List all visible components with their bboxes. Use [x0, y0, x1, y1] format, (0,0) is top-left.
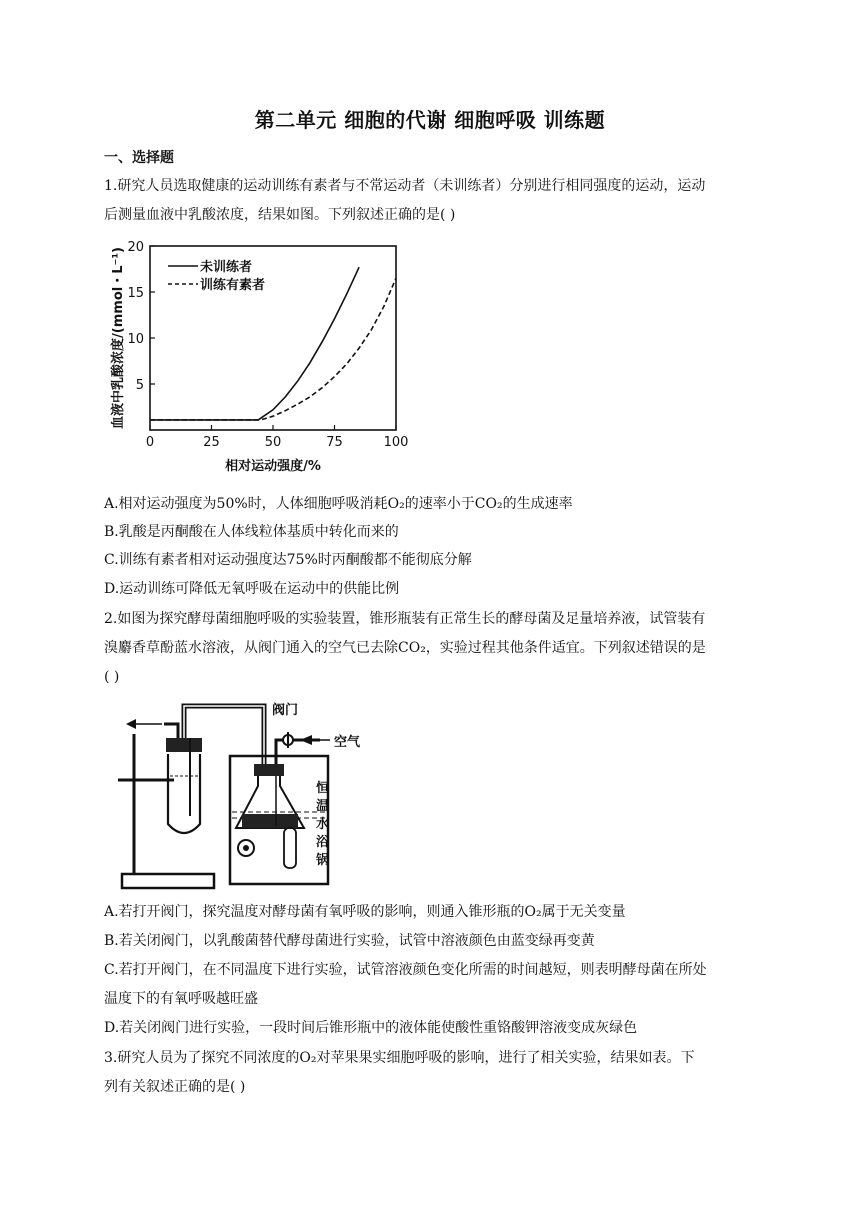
- y-tick-label: 15: [127, 286, 144, 301]
- page-title: 第二单元 细胞的代谢 细胞呼吸 训练题: [254, 108, 606, 132]
- x-tick-label: 25: [203, 435, 220, 450]
- q1-option-a: A.相对运动强度为50%时，人体细胞呼吸消耗O₂的速率小于CO₂的生成速率: [104, 496, 573, 512]
- yeast-apparatus-diagram: [104, 696, 374, 894]
- x-tick-label: 75: [326, 435, 343, 450]
- q2-option-c: C.若打开阀门，在不同温度下进行实验，试管溶液颜色变化所需的时间越短，则表明酵母菌在所处: [104, 962, 707, 978]
- q1-stem-line: 后测量血液中乳酸浓度，结果如图。下列叙述正确的是( ): [104, 207, 456, 223]
- y-tick-label: 5: [135, 378, 144, 393]
- stand-base: [122, 874, 214, 888]
- y-axis-title: 血液中乳酸浓度/(mmol・L⁻¹): [111, 247, 126, 429]
- test-tube-stopper: [166, 738, 202, 752]
- section-heading: 一、选择题: [104, 150, 174, 166]
- q3-stem-line: 3.研究人员为了探究不同浓度的O₂对苹果果实细胞呼吸的影响，进行了相关实验，结果如表。下: [104, 1050, 695, 1066]
- q2-stem-line: 溴麝香草酚蓝水溶液，从阀门通入的空气已去除CO₂，实验过程其他条件适宜。下列叙述错误的是: [104, 640, 706, 656]
- bath-label-char: 锅: [316, 853, 330, 868]
- air-label: 空气: [334, 735, 361, 750]
- q2-option-a: A.若打开阀门，探究温度对酵母菌有氧呼吸的影响，则通入锥形瓶的O₂属于无关变量: [104, 904, 626, 920]
- q1-option-d: D.运动训练可降低无氧呼吸在运动中的供能比例: [104, 581, 400, 597]
- x-tick-label: 50: [264, 435, 282, 450]
- q2-option-b: B.若关闭阀门，以乳酸菌替代酵母菌进行实验，试管中溶液颜色由蓝变绿再变黄: [104, 933, 595, 949]
- bath-label-char: 浴: [316, 835, 330, 850]
- thermometer: [284, 828, 296, 868]
- lactate-chart: [104, 238, 424, 482]
- y-tick-label: 20: [127, 240, 144, 255]
- bath-label-char: 水: [316, 817, 330, 832]
- q1-stem-line: 1.研究人员选取健康的运动训练有素者与不常运动者（未训练者）分别进行相同强度的运动，运动: [104, 178, 706, 194]
- x-tick-label: 0: [145, 435, 155, 450]
- series-line: [150, 278, 396, 420]
- x-axis-title: 相对运动强度/%: [225, 459, 321, 474]
- plot-frame: [150, 246, 396, 430]
- q1-option-b: B.乳酸是丙酮酸在人体线粒体基质中转化而来的: [104, 524, 399, 540]
- valve-label: 阀门: [272, 703, 299, 718]
- bath-label-char: 温: [316, 799, 330, 814]
- legend-label: 未训练者: [200, 260, 253, 275]
- q2-stem-line: 2.如图为探究酵母菌细胞呼吸的实验装置，锥形瓶装有正常生长的酵母菌及足量培养液，试管装有: [104, 611, 706, 627]
- legend-label: 训练有素者: [200, 278, 266, 293]
- yeast-culture: [242, 814, 298, 828]
- q1-option-c: C.训练有素者相对运动强度达75%时丙酮酸都不能彻底分解: [104, 552, 472, 568]
- y-tick-label: 10: [127, 332, 144, 347]
- q3-stem-line: 列有关叙述正确的是( ): [104, 1079, 246, 1095]
- bath-label-char: 恒: [316, 781, 330, 796]
- flask-stopper: [254, 764, 284, 776]
- q2-stem-line: ( ): [104, 669, 120, 685]
- q2-option-c-cont: 温度下的有氧呼吸越旺盛: [104, 991, 258, 1007]
- q2-option-d: D.若关闭阀门进行实验，一段时间后锥形瓶中的液体能使酸性重铬酸钾溶液变成灰绿色: [104, 1020, 638, 1036]
- test-tube: [168, 754, 200, 833]
- x-tick-label: 100: [383, 435, 409, 450]
